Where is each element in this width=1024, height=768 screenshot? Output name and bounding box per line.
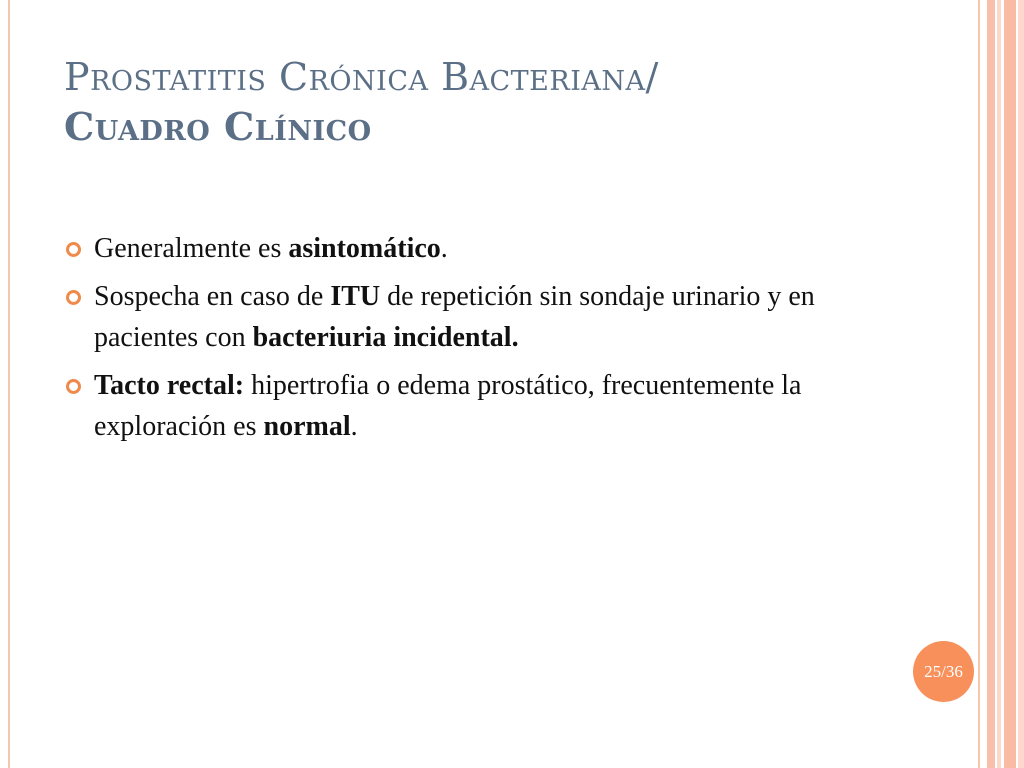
- bullet-text: Sospecha en caso de: [94, 281, 331, 312]
- bullet-text: .: [440, 233, 448, 264]
- right-stripe: [997, 0, 1001, 768]
- right-stripe: [1018, 0, 1024, 768]
- page-number: 25/36: [924, 661, 963, 681]
- title-line-1: Prostatitis Crónica Bacteriana/: [64, 55, 659, 99]
- slide-title: [64, 52, 954, 152]
- page-number-badge: [913, 641, 974, 702]
- circle-bullet-icon: [66, 290, 81, 305]
- circle-bullet-icon: [66, 379, 81, 394]
- left-border-line: [8, 0, 10, 768]
- bullet-bold-text: Tacto rectal:: [94, 370, 245, 401]
- bullet-bold-text: asintomático: [288, 233, 441, 264]
- right-stripe: [1004, 0, 1016, 768]
- bullet-item: [64, 365, 884, 447]
- right-stripe: [987, 0, 995, 768]
- bullet-list: [64, 228, 884, 454]
- bullet-item: [64, 228, 884, 269]
- bullet-text: de repetición sin sondaje urinario y en pacientes con: [94, 281, 815, 353]
- circle-bullet-icon: [66, 242, 81, 257]
- title-line-2: Cuadro Clínico: [64, 104, 372, 149]
- bullet-bold-text: bacteriuria incidental.: [252, 322, 519, 353]
- bullet-item: [64, 276, 884, 358]
- bullet-text: Generalmente es: [94, 233, 289, 264]
- bullet-bold-text: normal: [263, 411, 351, 442]
- bullet-bold-text: ITU: [330, 281, 381, 312]
- right-stripe: [978, 0, 980, 768]
- bullet-text: hipertrofia o edema prostático, frecuentemente la exploración es: [94, 370, 802, 442]
- bullet-text: .: [350, 411, 358, 442]
